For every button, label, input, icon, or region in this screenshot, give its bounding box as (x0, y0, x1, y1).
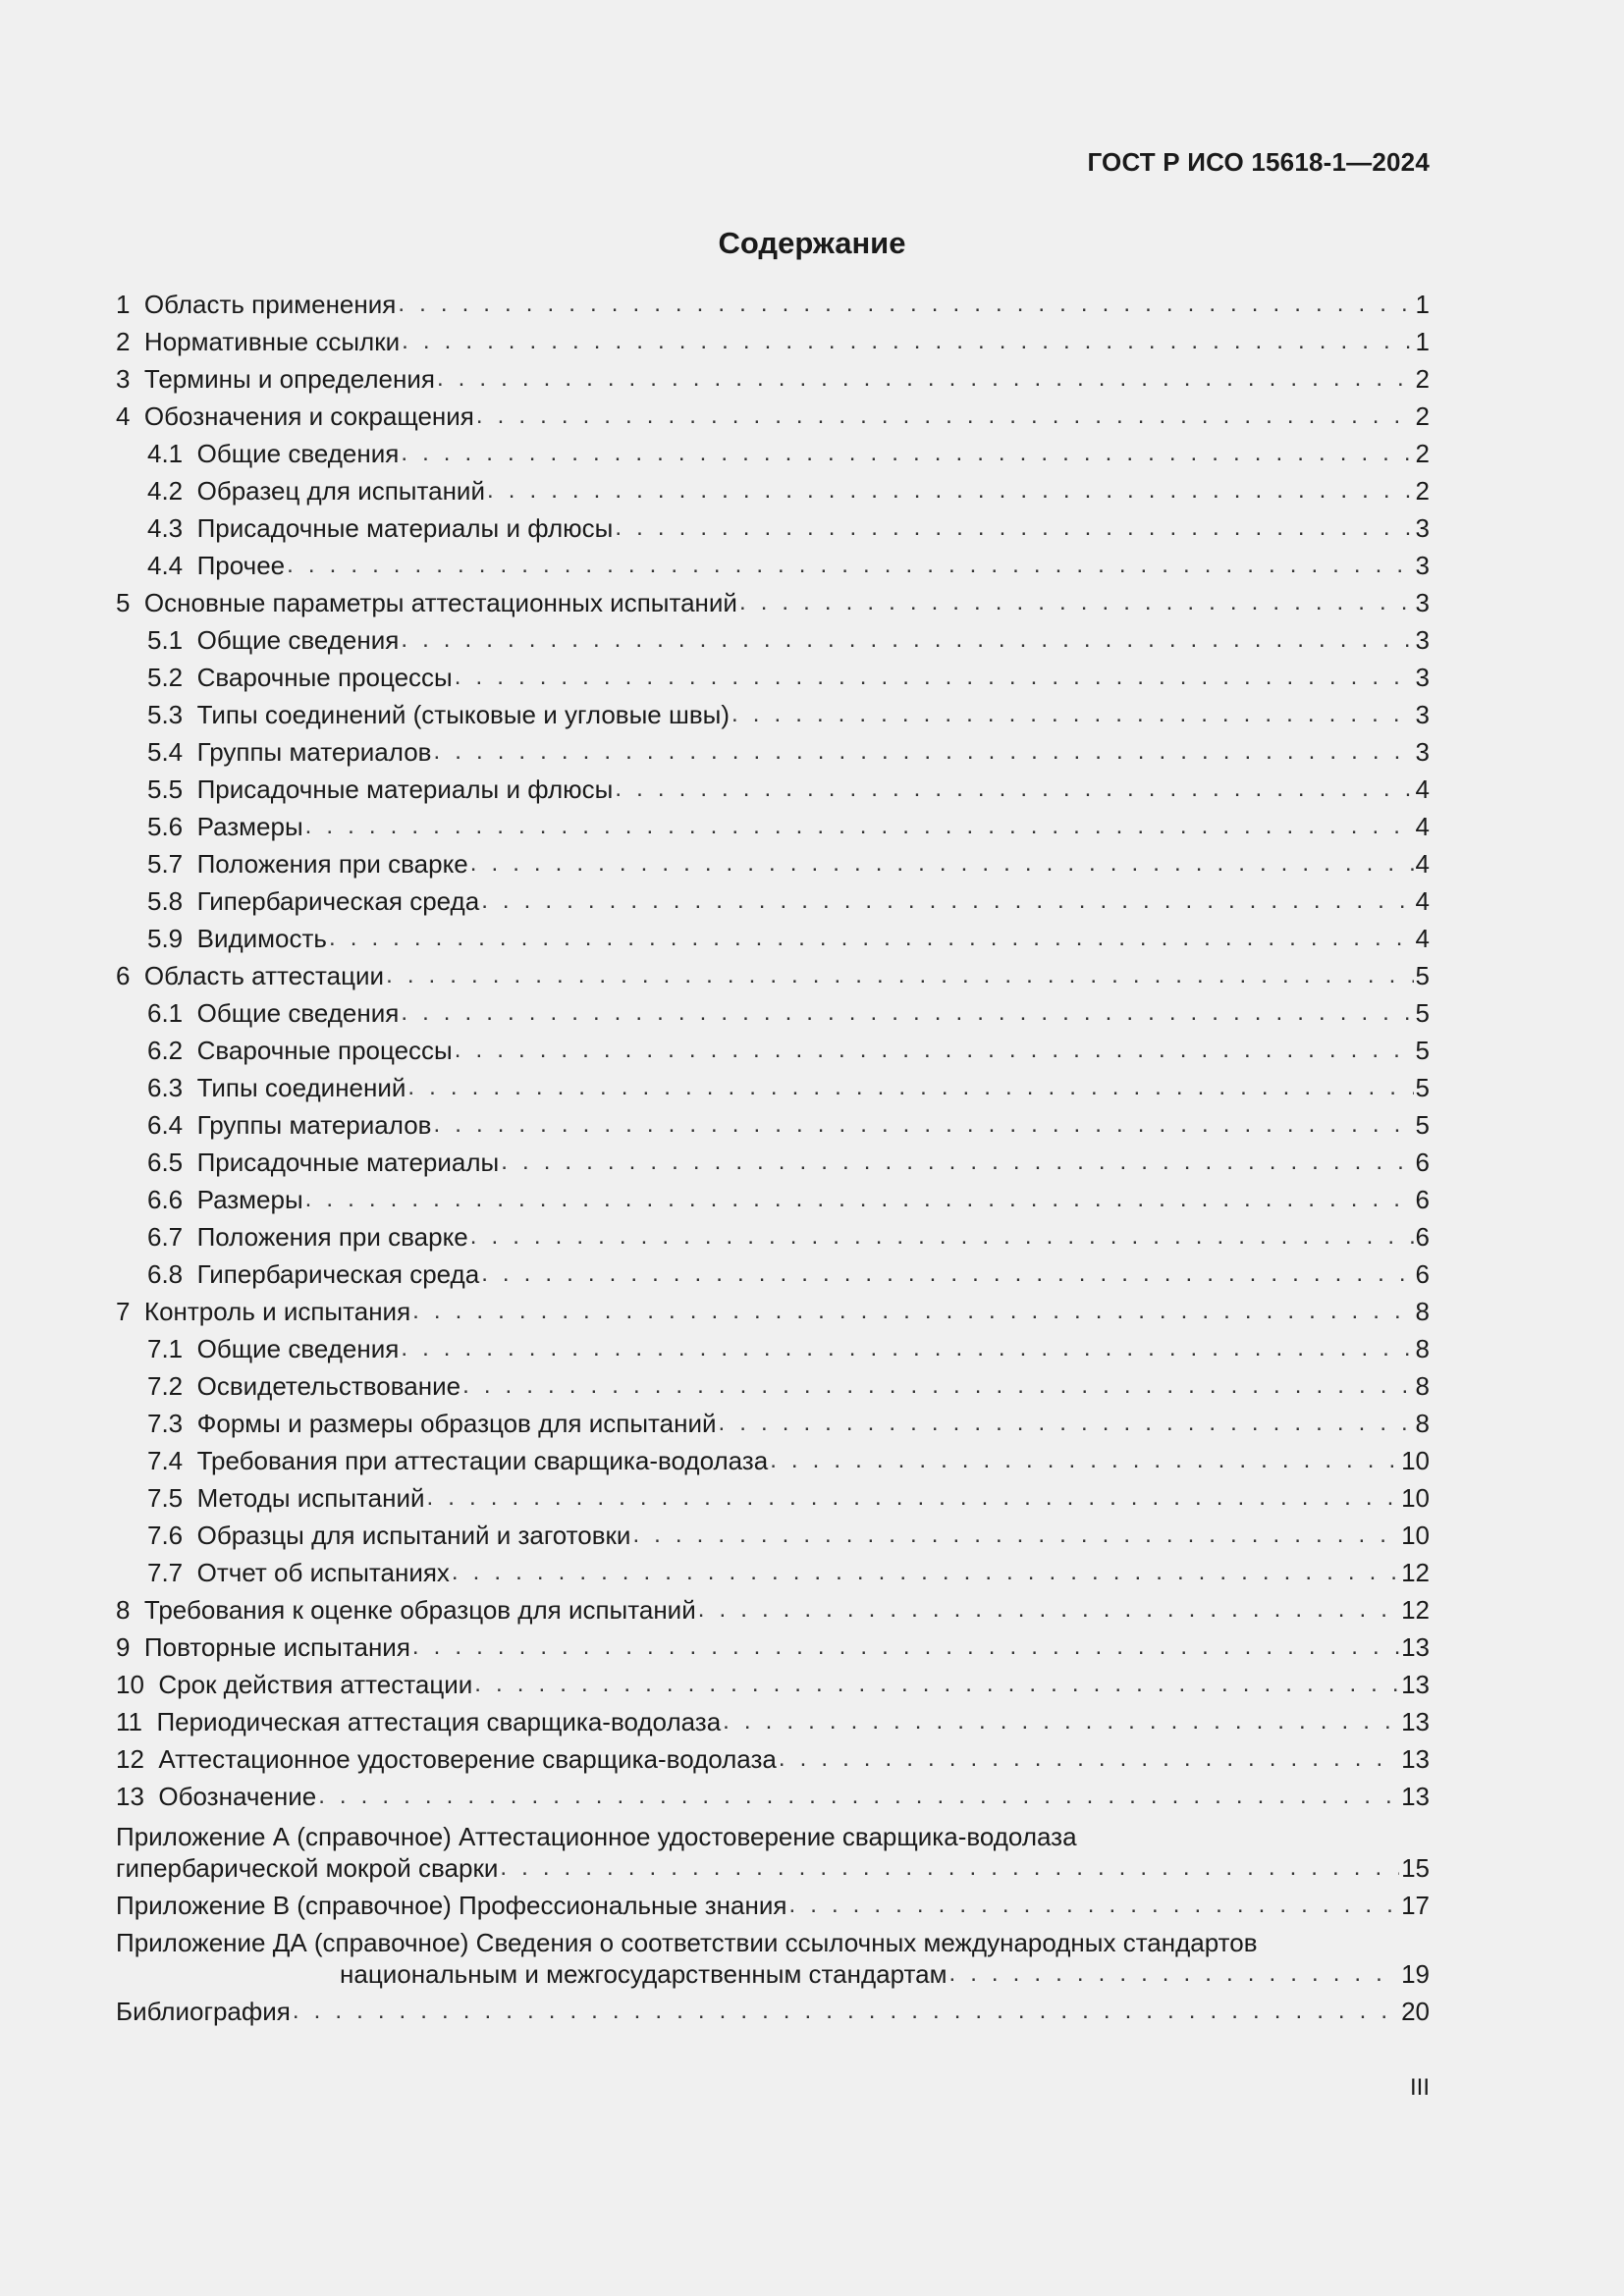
toc-entry-number: 7.4 (147, 1446, 184, 1475)
toc-entry-number: 13 (116, 1782, 144, 1811)
dot-leader (481, 882, 1413, 920)
toc-entry-page: 6 (1415, 1148, 1430, 1177)
spacer (183, 920, 196, 957)
dot-leader (412, 1293, 1413, 1330)
toc-entry-label: Общие сведения (196, 998, 400, 1028)
toc-entry-number: 4.4 (147, 551, 184, 580)
toc-entry-number: 7.7 (147, 1558, 184, 1587)
toc-entry[interactable] (116, 584, 1430, 621)
toc-entry-number: 6.5 (147, 1148, 184, 1177)
toc-entry-label: Образцы для испытаний и заготовки (196, 1521, 631, 1550)
toc-entry[interactable] (116, 1293, 1430, 1330)
toc-entry-page: 5 (1415, 1036, 1430, 1065)
toc-entry-page: 8 (1415, 1297, 1430, 1326)
toc-entry[interactable] (116, 1703, 1430, 1740)
dot-leader (500, 1852, 1399, 1884)
spacer (183, 696, 196, 733)
dot-leader (433, 733, 1413, 771)
toc-entry-label: Отчет об испытаниях (196, 1558, 450, 1587)
appendix-title: Приложение А (справочное) Аттестационное удостоверение сварщика-водолаза (116, 1822, 1077, 1851)
toc-entry-page: 4 (1415, 774, 1430, 804)
toc-entry-number: 6.4 (147, 1110, 184, 1140)
toc-entry[interactable] (116, 1330, 1430, 1367)
toc-appendices (116, 1821, 1430, 2027)
table-of-contents (116, 286, 1430, 2027)
toc-entry-number: 6.1 (147, 998, 184, 1028)
spacer (130, 584, 143, 621)
toc-entry-page: 13 (1401, 1632, 1430, 1662)
spacer (130, 286, 143, 323)
toc-entry-number: 10 (116, 1670, 144, 1699)
dot-leader (293, 1996, 1399, 2027)
spacer (183, 808, 196, 845)
toc-entry-page: 3 (1415, 700, 1430, 729)
dot-leader (615, 771, 1413, 808)
toc-entry-number: 4 (116, 401, 131, 431)
dot-leader (402, 323, 1413, 360)
appendix-entry[interactable] (116, 1996, 1430, 2027)
toc-entry-page: 10 (1401, 1483, 1430, 1513)
dot-leader (401, 1330, 1413, 1367)
document-id: ГОСТ Р ИСО 15618-1—2024 (1087, 147, 1430, 177)
toc-entry[interactable] (116, 920, 1430, 957)
toc-entry-page: 3 (1415, 551, 1430, 580)
toc-entry-number: 7.2 (147, 1371, 184, 1401)
toc-sections (116, 286, 1430, 1815)
toc-entry-number: 1 (116, 290, 131, 319)
toc-entry-page: 13 (1401, 1782, 1430, 1811)
toc-entry-page: 4 (1415, 812, 1430, 841)
toc-entry[interactable] (116, 994, 1430, 1032)
spacer (183, 659, 196, 696)
toc-entry-page: 10 (1401, 1446, 1430, 1475)
spacer (183, 1255, 196, 1293)
toc-entry[interactable] (116, 509, 1430, 547)
toc-entry-number: 9 (116, 1632, 131, 1662)
toc-entry-label: Положения при сварке (196, 849, 468, 879)
appendix-title: Библиография (116, 1997, 291, 2026)
dot-leader (501, 1144, 1413, 1181)
appendix-title-continuation (116, 1958, 1430, 1990)
appendix-entry[interactable] (116, 1890, 1430, 1921)
toc-entry-label: Общие сведения (196, 625, 400, 655)
dot-leader (437, 360, 1414, 398)
toc-entry-number: 5 (116, 588, 131, 617)
appendix-entry[interactable] (116, 1821, 1430, 1884)
toc-entry[interactable] (116, 398, 1430, 435)
toc-entry-label: Общие сведения (196, 1334, 400, 1363)
spacer (183, 882, 196, 920)
spacer (130, 1591, 143, 1629)
toc-entry-label: Повторные испытания (143, 1632, 410, 1662)
spacer (144, 1778, 158, 1815)
dot-leader (615, 509, 1413, 547)
toc-entry-label: Периодическая аттестация сварщика-водолаза (156, 1707, 722, 1736)
toc-entry-page: 8 (1415, 1334, 1430, 1363)
toc-entry-number: 7.5 (147, 1483, 184, 1513)
spacer (183, 1144, 196, 1181)
dot-leader (318, 1778, 1399, 1815)
spacer (183, 1032, 196, 1069)
dot-leader (948, 1958, 1399, 1990)
toc-entry-page: 3 (1415, 663, 1430, 692)
toc-entry-label: Обозначения и сокращения (143, 401, 474, 431)
toc-entry-label: Срок действия аттестации (158, 1670, 473, 1699)
toc-entry-number: 8 (116, 1595, 131, 1625)
toc-entry-label: Типы соединений (196, 1073, 406, 1102)
toc-entry-page: 8 (1415, 1371, 1430, 1401)
dot-leader (698, 1591, 1399, 1629)
toc-entry[interactable] (116, 1106, 1430, 1144)
page-number: III (1409, 2074, 1430, 2101)
appendix-title-line2: национальным и межгосударственным стандартам (340, 1959, 947, 1989)
toc-entry-label: Обозначение (158, 1782, 317, 1811)
toc-entry-number: 5.5 (147, 774, 184, 804)
dot-leader (719, 1405, 1414, 1442)
toc-entry[interactable] (116, 1405, 1430, 1442)
toc-entry-label: Общие сведения (196, 439, 400, 468)
toc-entry[interactable] (116, 1367, 1430, 1405)
dot-leader (401, 621, 1413, 659)
toc-entry-page: 5 (1415, 1110, 1430, 1140)
toc-entry[interactable] (116, 845, 1430, 882)
toc-entry-label: Присадочные материалы и флюсы (196, 513, 614, 543)
dot-leader (401, 994, 1413, 1032)
toc-entry-number: 6.6 (147, 1185, 184, 1214)
appendix-page: 20 (1401, 1997, 1430, 2026)
toc-entry[interactable] (116, 733, 1430, 771)
toc-entry-page: 5 (1415, 1073, 1430, 1102)
spacer (183, 1106, 196, 1144)
spacer (183, 1479, 196, 1517)
toc-entry-label: Размеры (196, 1185, 303, 1214)
spacer (183, 1554, 196, 1591)
dot-leader (401, 435, 1413, 472)
toc-entry-page: 3 (1415, 737, 1430, 767)
toc-entry-page: 6 (1415, 1259, 1430, 1289)
toc-entry-number: 6.8 (147, 1259, 184, 1289)
spacer (142, 1703, 156, 1740)
toc-entry-label: Требования к оценке образцов для испытаний (143, 1595, 696, 1625)
toc-entry-number: 5.6 (147, 812, 184, 841)
toc-entry-page: 12 (1401, 1558, 1430, 1587)
toc-entry-label: Видимость (196, 924, 327, 953)
dot-leader (770, 1442, 1399, 1479)
toc-entry-label: Методы испытаний (196, 1483, 425, 1513)
toc-entry-page: 6 (1415, 1185, 1430, 1214)
toc-entry-number: 2 (116, 327, 131, 356)
toc-entry-number: 5.2 (147, 663, 184, 692)
toc-entry-page: 2 (1415, 476, 1430, 506)
toc-entry-label: Положения при сварке (196, 1222, 468, 1252)
dot-leader (407, 1069, 1413, 1106)
toc-entry-number: 7.1 (147, 1334, 184, 1363)
spacer (130, 1629, 143, 1666)
toc-entry-label: Аттестационное удостоверение сварщика-водолаза (158, 1744, 777, 1774)
spacer (183, 1405, 196, 1442)
toc-entry-page: 13 (1401, 1670, 1430, 1699)
toc-entry-number: 7.6 (147, 1521, 184, 1550)
dot-leader (427, 1479, 1400, 1517)
toc-entry-label: Нормативные ссылки (143, 327, 401, 356)
dot-leader (455, 659, 1414, 696)
toc-entry-number: 5.4 (147, 737, 184, 767)
toc-entry-page: 5 (1415, 961, 1430, 990)
toc-entry-page: 3 (1415, 513, 1430, 543)
toc-entry-page: 3 (1415, 625, 1430, 655)
toc-entry-page: 1 (1415, 290, 1430, 319)
toc-entry-number: 3 (116, 364, 131, 394)
toc-entry-page: 2 (1415, 364, 1430, 394)
spacer (183, 1218, 196, 1255)
toc-entry-number: 6.2 (147, 1036, 184, 1065)
toc-entry-label: Область аттестации (143, 961, 385, 990)
appendix-title: Приложение В (справочное) Профессиональные знания (116, 1891, 787, 1920)
toc-entry[interactable] (116, 360, 1430, 398)
toc-entry[interactable] (116, 1181, 1430, 1218)
spacer (130, 398, 143, 435)
toc-entry-label: Типы соединений (стыковые и угловые швы) (196, 700, 730, 729)
toc-entry[interactable] (116, 472, 1430, 509)
toc-entry-page: 13 (1401, 1707, 1430, 1736)
toc-entry-label: Сварочные процессы (196, 1036, 453, 1065)
spacer (183, 435, 196, 472)
dot-leader (481, 1255, 1413, 1293)
toc-entry-page: 12 (1401, 1595, 1430, 1625)
toc-entry-number: 6 (116, 961, 131, 990)
dot-leader (452, 1554, 1399, 1591)
toc-entry-number: 7 (116, 1297, 131, 1326)
appendix-page: 15 (1401, 1853, 1430, 1883)
toc-entry[interactable] (116, 882, 1430, 920)
toc-entry[interactable] (116, 1666, 1430, 1703)
toc-entry[interactable] (116, 1218, 1430, 1255)
appendix-line (116, 1890, 1430, 1921)
dot-leader (470, 1218, 1414, 1255)
toc-entry-label: Основные параметры аттестационных испытаний (143, 588, 737, 617)
toc-entry-label: Размеры (196, 812, 303, 841)
toc-entry[interactable] (116, 1442, 1430, 1479)
dot-leader (462, 1367, 1413, 1405)
toc-entry[interactable] (116, 1740, 1430, 1778)
toc-entry-number: 6.7 (147, 1222, 184, 1252)
appendix-line (116, 1996, 1430, 2027)
toc-entry-label: Присадочные материалы и флюсы (196, 774, 614, 804)
spacer (183, 621, 196, 659)
toc-entry-page: 10 (1401, 1521, 1430, 1550)
dot-leader (632, 1517, 1399, 1554)
spacer (183, 771, 196, 808)
toc-entry-number: 5.3 (147, 700, 184, 729)
dot-leader (287, 547, 1413, 584)
dot-leader (788, 1890, 1399, 1921)
toc-entry-page: 2 (1415, 401, 1430, 431)
dot-leader (305, 808, 1414, 845)
toc-entry-number: 5.8 (147, 886, 184, 916)
toc-entry-label: Гипербарическая среда (196, 1259, 480, 1289)
toc-entry-page: 4 (1415, 924, 1430, 953)
toc-entry[interactable] (116, 1144, 1430, 1181)
toc-entry-number: 4.3 (147, 513, 184, 543)
toc-entry-label: Область применения (143, 290, 397, 319)
dot-leader (412, 1629, 1399, 1666)
toc-entry-page: 1 (1415, 327, 1430, 356)
toc-entry[interactable] (116, 435, 1430, 472)
toc-entry-label: Образец для испытаний (196, 476, 485, 506)
appendix-title: Приложение ДА (справочное) Сведения о соответствии ссылочных международных стандартов (116, 1928, 1258, 1957)
toc-entry-label: Требования при аттестации сварщика-водолаза (196, 1446, 769, 1475)
toc-entry-label: Гипербарическая среда (196, 886, 480, 916)
dot-leader (433, 1106, 1413, 1144)
spacer (183, 1181, 196, 1218)
toc-entry[interactable] (116, 696, 1430, 733)
dot-leader (487, 472, 1414, 509)
toc-entry-number: 5.9 (147, 924, 184, 953)
toc-entry-page: 8 (1415, 1409, 1430, 1438)
toc-entry-label: Группы материалов (196, 737, 432, 767)
toc-entry[interactable] (116, 1629, 1430, 1666)
toc-entry-number: 7.3 (147, 1409, 184, 1438)
appendix-page: 19 (1401, 1959, 1430, 1989)
appendix-page: 17 (1401, 1891, 1430, 1920)
spacer (183, 1330, 196, 1367)
toc-entry-label: Формы и размеры образцов для испытаний (196, 1409, 717, 1438)
toc-entry[interactable] (116, 1069, 1430, 1106)
toc-entry[interactable] (116, 808, 1430, 845)
toc-entry-number: 11 (116, 1707, 142, 1736)
spacer (183, 509, 196, 547)
spacer (183, 472, 196, 509)
toc-entry[interactable] (116, 771, 1430, 808)
toc-entry[interactable] (116, 286, 1430, 323)
toc-entry-page: 5 (1415, 998, 1430, 1028)
dot-leader (329, 920, 1414, 957)
toc-entry-number: 4.1 (147, 439, 184, 468)
toc-entry-page: 13 (1401, 1744, 1430, 1774)
toc-entry-page: 3 (1415, 588, 1430, 617)
toc-entry-number: 5.7 (147, 849, 184, 879)
toc-entry[interactable] (116, 659, 1430, 696)
spacer (130, 323, 143, 360)
toc-entry[interactable] (116, 323, 1430, 360)
dot-leader (398, 286, 1413, 323)
toc-entry[interactable] (116, 957, 1430, 994)
dot-leader (779, 1740, 1399, 1778)
spacer (130, 957, 143, 994)
toc-entry[interactable] (116, 1554, 1430, 1591)
spacer (130, 360, 143, 398)
toc-entry-label: Освидетельствование (196, 1371, 461, 1401)
toc-entry-label: Прочее (196, 551, 286, 580)
toc-entry[interactable] (116, 1032, 1430, 1069)
toc-entry[interactable] (116, 547, 1430, 584)
dot-leader (305, 1181, 1414, 1218)
spacer (144, 1666, 158, 1703)
spacer (183, 1442, 196, 1479)
toc-entry-label: Термины и определения (143, 364, 435, 394)
toc-entry-number: 6.3 (147, 1073, 184, 1102)
dot-leader (723, 1703, 1399, 1740)
toc-entry[interactable] (116, 1517, 1430, 1554)
spacer (183, 1367, 196, 1405)
appendix-title-continuation (116, 1852, 1430, 1884)
toc-entry-page: 6 (1415, 1222, 1430, 1252)
toc-entry[interactable] (116, 1591, 1430, 1629)
toc-entry-label: Присадочные материалы (196, 1148, 500, 1177)
dot-leader (455, 1032, 1414, 1069)
toc-entry-label: Группы материалов (196, 1110, 432, 1140)
appendix-title-line2: гипербарической мокрой сварки (116, 1853, 499, 1883)
spacer (183, 1517, 196, 1554)
toc-entry-number: 12 (116, 1744, 144, 1774)
spacer (183, 994, 196, 1032)
dot-leader (474, 1666, 1399, 1703)
spacer (183, 733, 196, 771)
toc-entry-label: Сварочные процессы (196, 663, 453, 692)
spacer (183, 845, 196, 882)
toc-entry-number: 4.2 (147, 476, 184, 506)
toc-entry[interactable] (116, 1778, 1430, 1815)
dot-leader (476, 398, 1414, 435)
spacer (144, 1740, 158, 1778)
toc-entry[interactable] (116, 1479, 1430, 1517)
toc-entry[interactable] (116, 1255, 1430, 1293)
dot-leader (470, 845, 1414, 882)
dot-leader (386, 957, 1413, 994)
dot-leader (739, 584, 1414, 621)
dot-leader (731, 696, 1414, 733)
page-title: Содержание (718, 226, 906, 260)
spacer (130, 1293, 143, 1330)
toc-entry-page: 4 (1415, 849, 1430, 879)
appendix-entry[interactable] (116, 1927, 1430, 1990)
toc-entry[interactable] (116, 621, 1430, 659)
toc-entry-number: 5.1 (147, 625, 184, 655)
toc-entry-page: 4 (1415, 886, 1430, 916)
spacer (183, 547, 196, 584)
toc-entry-label: Контроль и испытания (143, 1297, 411, 1326)
toc-entry-page: 2 (1415, 439, 1430, 468)
spacer (183, 1069, 196, 1106)
